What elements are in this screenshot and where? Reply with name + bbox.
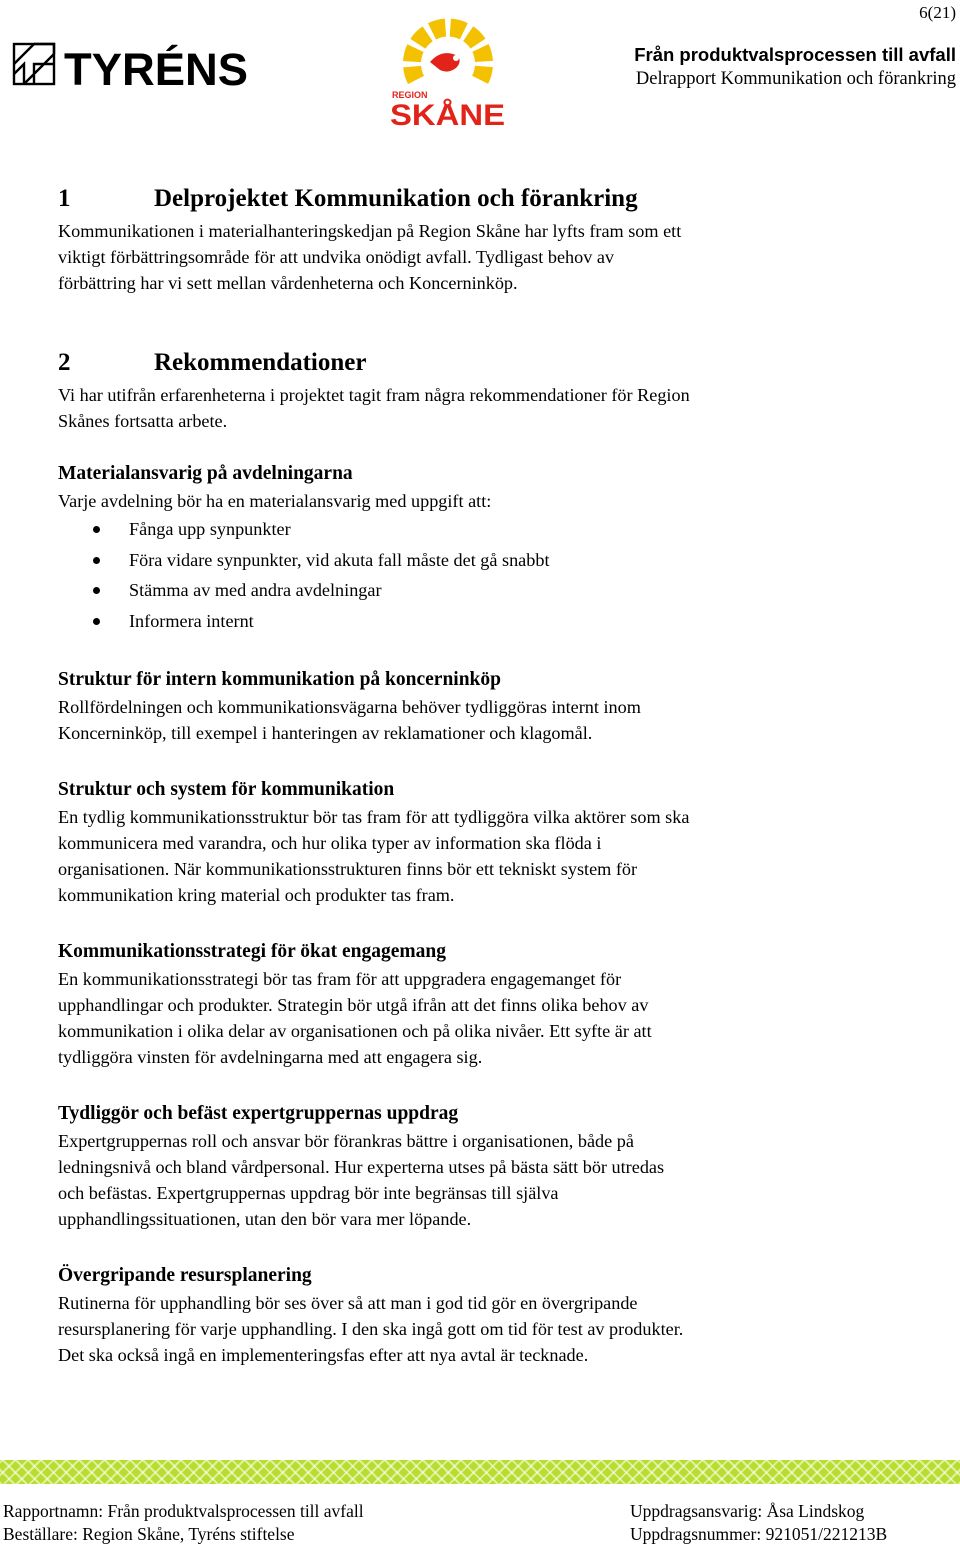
- subsection-heading: Struktur och system för kommunikation: [58, 779, 395, 800]
- list-item: Fånga upp synpunkter: [58, 514, 918, 545]
- materialansvarig-heading: Materialansvarig på avdelningarna: [58, 463, 353, 484]
- subsection-heading: Struktur för intern kommunikation på koncerninköp: [58, 669, 501, 690]
- subsection-heading: Övergripande resursplanering: [58, 1265, 312, 1286]
- bullet-icon: [93, 526, 100, 533]
- document-header: [634, 44, 956, 91]
- materialansvarig-intro: Varje avdelning bör ha en materialansvarig med uppgift att:: [58, 491, 492, 511]
- footer-left: [3, 1500, 364, 1546]
- subsection-heading: Kommunikationsstrategi för ökat engagemang: [58, 941, 447, 962]
- subsection-text: En kommunikationsstrategi bör tas fram för att uppgradera engagemanget för upphandlingar och produkter. Strategin bör utgå ifrån att det finns olika behov av kommunikation i olika delar av organisationen och på olika nivåer. Ett syfte är att tydliggöra vinsten för avdelningarna med att engagera sig.: [58, 969, 652, 1067]
- tyrens-emblem-icon: [14, 44, 54, 84]
- section-heading-2: 2 Rekommendationer: [58, 349, 367, 376]
- bullet-icon: [93, 587, 100, 594]
- document-body: [58, 180, 918, 1368]
- footer-decorative-band: [0, 1460, 960, 1484]
- list-item: Föra vidare synpunkter, vid akuta fall måste det gå snabbt: [58, 545, 918, 576]
- tyrens-wordmark: TYRÉNS: [64, 44, 248, 92]
- section-1-text: Kommunikationen i materialhanteringskedjan på Region Skåne har lyfts fram som ett viktigt förbättringsområde för att undvika onödigt avfall. Tydligast behov av förbättring har vi sett mellan vårdenheterna och Koncerninköp.: [58, 221, 682, 293]
- page-number: 6(21): [919, 3, 956, 22]
- skane-wordmark: SKÅNE: [390, 99, 505, 130]
- footer-report-name: Rapportnamn: Från produktvalsprocessen till avfall: [3, 1501, 364, 1521]
- materialansvarig-list: [58, 514, 918, 636]
- region-skane-logo: [386, 18, 508, 130]
- footer-right: [630, 1500, 887, 1546]
- footer-client: Beställare: Region Skåne, Tyréns stiftelse: [3, 1524, 295, 1544]
- header-title: Från produktvalsprocessen till avfall: [634, 44, 956, 65]
- section-2-text: Vi har utifrån erfarenheterna i projektet tagit fram några rekommendationer för Region Skånes fortsatta arbete.: [58, 385, 690, 431]
- bullet-icon: [93, 557, 100, 564]
- subsection-text: Rollfördelningen och kommunikationsvägarna behöver tydliggöras internt inom Koncerninköp, till exempel i hanteringen av reklamationer och klagomål.: [58, 697, 641, 743]
- list-item: Stämma av med andra avdelningar: [58, 575, 918, 606]
- subsection-text: En tydlig kommunikationsstruktur bör tas fram för att tydliggöra vilka aktörer som ska kommunicera med varandra, och hur olika typer av information ska flöda i organisationen. När kommunikationsstrukturen finns bör ett tekniskt system för kommunikation kring material och produkter tas fram.: [58, 807, 690, 905]
- footer-assignment-number: Uppdragsnummer: 921051/221213B: [630, 1524, 888, 1544]
- subsection-text: Rutinerna för upphandling bör ses över så att man i god tid gör en övergripande resursplanering för varje upphandling. I den ska ingå gott om tid för test av produkter. Det ska också ingå en implementeringsfas efter att nya avtal är tecknade.: [58, 1293, 684, 1365]
- tyrens-logo: [12, 38, 250, 92]
- footer-responsible: Uppdragsansvarig: Åsa Lindskog: [630, 1501, 865, 1521]
- header-subtitle: Delrapport Kommunikation och förankring: [635, 69, 956, 89]
- section-heading-1: 1 Delprojektet Kommunikation och förankring: [58, 185, 638, 212]
- subsection-text: Expertgruppernas roll och ansvar bör förankras bättre i organisationen, både på ledningsnivå och bland vårdpersonal. Hur experterna utses på bästa sätt bör utredas och befästas. Expertgruppernas uppdrag bör inte begränsas till själva upphandlingssituationen, utan den bör vara mer löpande.: [58, 1131, 665, 1229]
- subsection-heading: Tydliggör och befäst expertgruppernas uppdrag: [58, 1103, 459, 1124]
- list-item: Informera internt: [58, 606, 918, 637]
- sun-icon: [412, 28, 484, 85]
- bullet-icon: [93, 618, 100, 625]
- region-label: REGION: [392, 90, 428, 100]
